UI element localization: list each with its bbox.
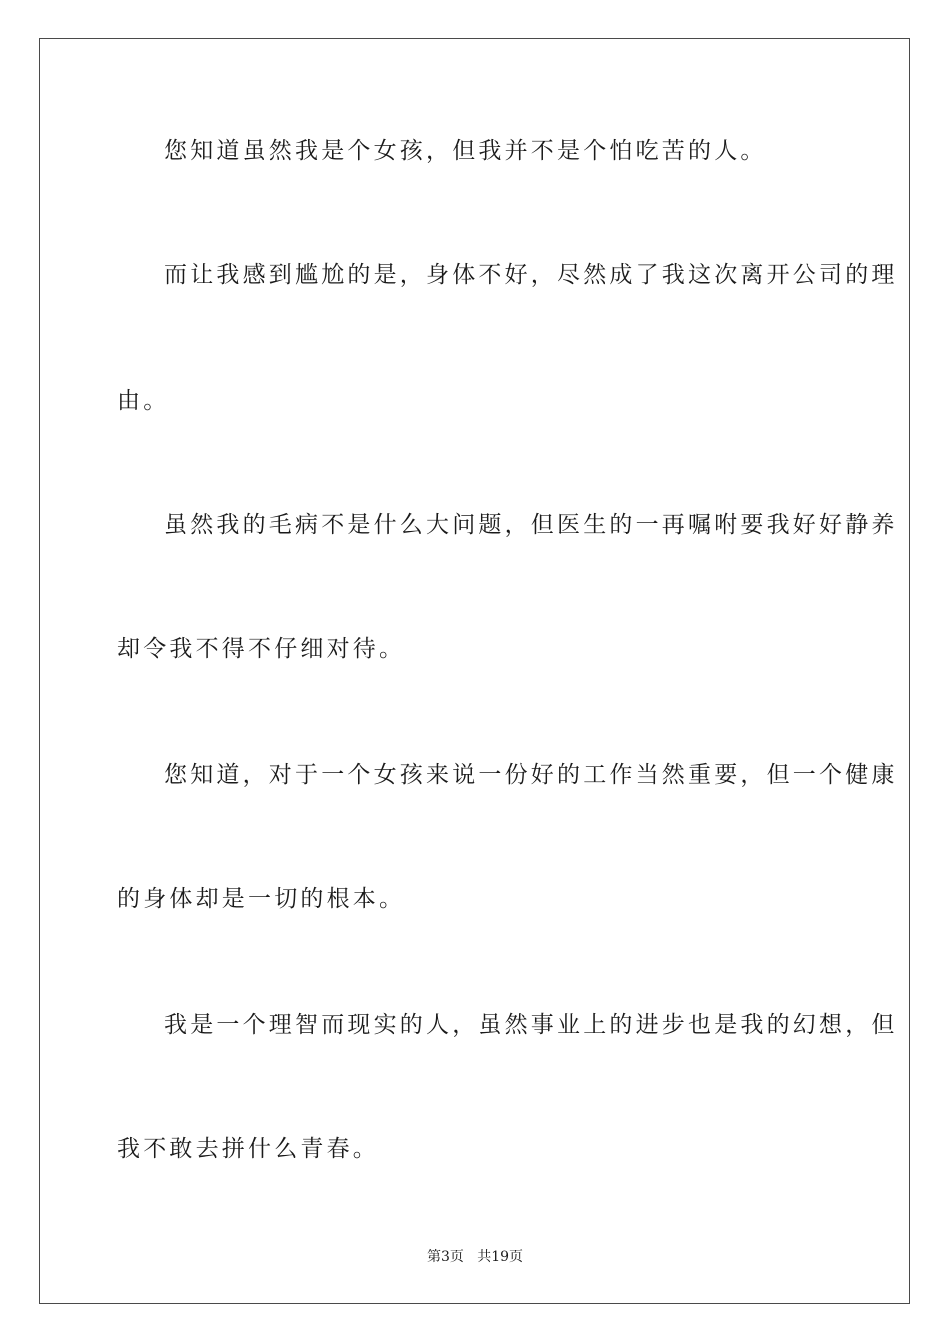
page-number-footer: 第3页 共19页 [426,1249,524,1265]
paragraph-line-5: 却令我不得不仔细对待。 [117,636,406,662]
paragraph-line-6: 您知道，对于一个女孩来说一份好的工作当然重要，但一个健康 [164,762,898,788]
paragraph-line-3: 由。 [117,388,170,414]
paragraph-line-8: 我是一个理智而现实的人，虽然事业上的进步也是我的幻想，但 [164,1012,898,1038]
page-frame [39,38,910,1304]
paragraph-line-7: 的身体却是一切的根本。 [117,886,406,912]
paragraph-line-9: 我不敢去拼什么青春。 [117,1136,379,1162]
paragraph-line-4: 虽然我的毛病不是什么大问题，但医生的一再嘱咐要我好好静养 [164,512,898,538]
paragraph-line-1: 您知道虽然我是个女孩，但我并不是个怕吃苦的人。 [164,138,767,164]
paragraph-line-2: 而让我感到尴尬的是，身体不好，尽然成了我这次离开公司的理 [164,262,898,288]
